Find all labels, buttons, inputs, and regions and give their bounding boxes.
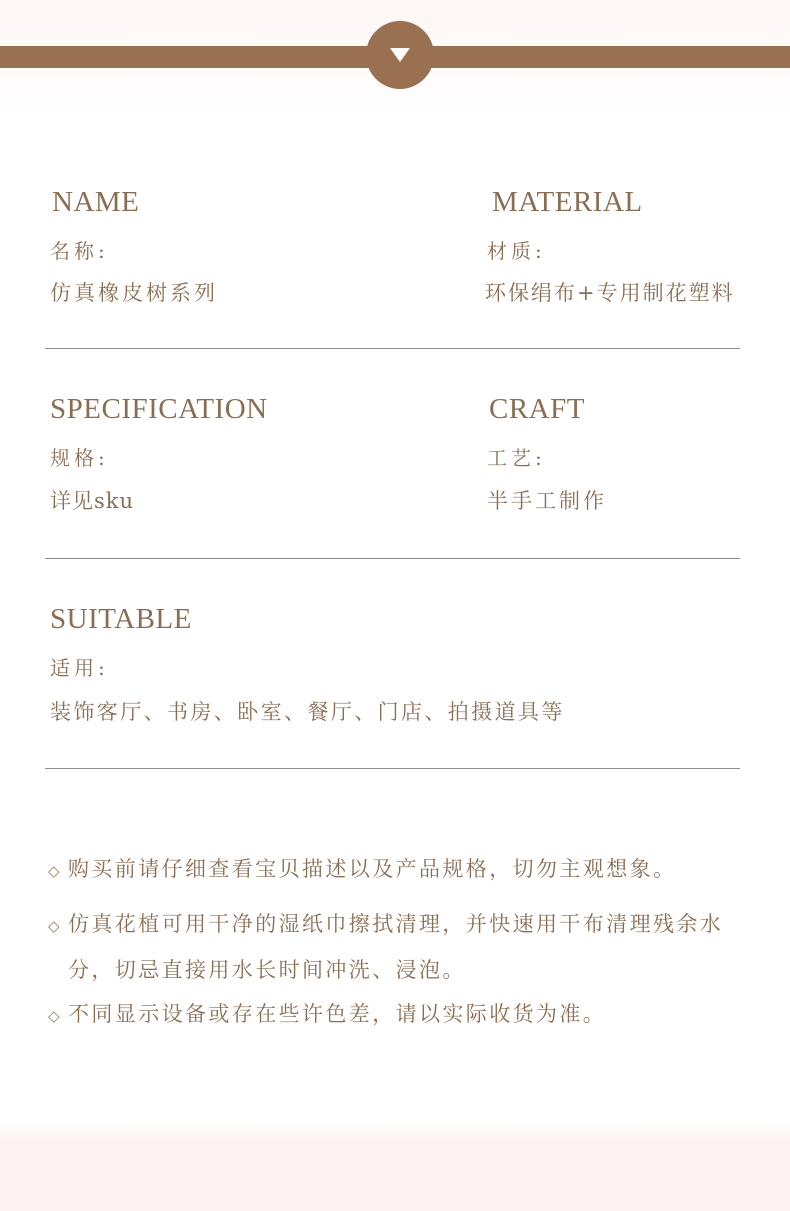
note-text: 不同显示设备或存在些许色差，请以实际收货为准。 (68, 1002, 607, 1026)
craft-value: 半手工制作 (487, 489, 607, 513)
name-heading-cn: 名称: (50, 239, 109, 263)
diamond-icon: ◇ (48, 917, 60, 935)
specification-heading-cn: 规格: (50, 446, 109, 470)
suitable-heading-en: SUITABLE (50, 603, 192, 635)
note-text: 仿真花植可用干净的湿纸巾擦拭清理，并快速用干布清理残余水 (68, 912, 724, 936)
material-heading-en: MATERIAL (492, 186, 643, 218)
specification-value: 详见sku (50, 489, 135, 513)
note-item (48, 902, 763, 992)
material-value: 环保绢布+专用制花塑料 (485, 281, 735, 305)
material-heading-cn: 材质: (487, 239, 546, 263)
name-value: 仿真橡皮树系列 (50, 281, 218, 305)
section-divider (45, 558, 740, 559)
craft-heading-en: CRAFT (489, 393, 585, 425)
name-heading-en: NAME (52, 186, 140, 218)
chevron-down-icon (390, 48, 410, 62)
craft-heading-cn: 工艺: (487, 446, 546, 470)
specification-heading-en: SPECIFICATION (50, 393, 268, 425)
scroll-down-badge[interactable] (366, 21, 434, 89)
diamond-icon: ◇ (48, 862, 60, 880)
section-divider (45, 348, 740, 349)
note-text: 购买前请仔细查看宝贝描述以及产品规格，切勿主观想象。 (68, 857, 677, 881)
suitable-value: 装饰客厅、书房、卧室、餐厅、门店、拍摄道具等 (50, 700, 565, 724)
section-divider (45, 768, 740, 769)
note-text-continued: 分，切忌直接用水长时间冲洗、浸泡。 (68, 958, 466, 982)
note-item (48, 992, 763, 1038)
suitable-heading-cn: 适用: (50, 656, 109, 680)
diamond-icon: ◇ (48, 1007, 60, 1025)
note-item (48, 847, 763, 893)
